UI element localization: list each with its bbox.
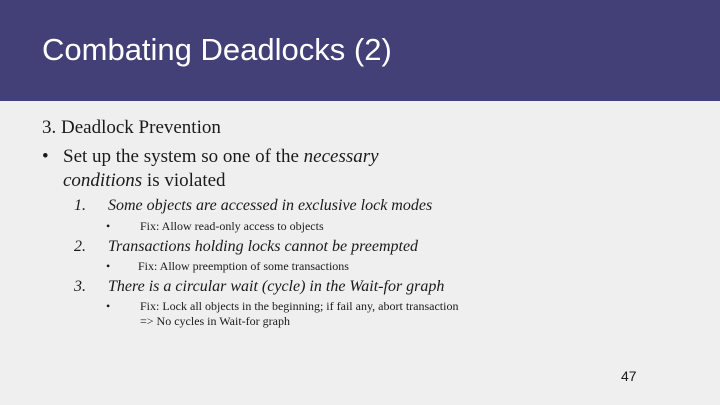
bullet-text-line2-rest: is violated [142, 170, 226, 191]
item-text: Transactions holding locks cannot be preempted [108, 238, 419, 255]
bullet-line-2 [63, 170, 226, 192]
item-number: 3. [74, 278, 86, 295]
bullet-text-line2-italic: conditions [63, 170, 143, 191]
fix-text: Fix: Allow read-only access to objects [140, 219, 324, 233]
slide-title: Combating Deadlocks (2) [42, 32, 392, 67]
sub-bullet-marker: • [106, 259, 111, 273]
title-bar [0, 0, 720, 101]
item-number: 1. [74, 197, 86, 214]
fix-text-line-2: => No cycles in Wait-for graph [140, 314, 290, 328]
fix-text: Fix: Lock all objects in the beginning; if fail any, abort transaction [140, 299, 459, 313]
section-heading: 3. Deadlock Prevention [42, 117, 221, 138]
item-text: There is a circular wait (cycle) in the Wait-for graph [108, 278, 445, 295]
sub-bullet-marker: • [106, 219, 111, 233]
item-number: 2. [74, 238, 86, 255]
bullet-marker: • [42, 146, 49, 167]
item-text: Some objects are accessed in exclusive lock modes [108, 197, 433, 214]
bullet-text-italic: necessary [303, 146, 379, 167]
sub-bullet-marker: • [106, 299, 111, 313]
page-number: 47 [621, 368, 637, 384]
bullet-text-part1: Set up the system so one of the [63, 146, 304, 167]
bullet-line-1 [63, 146, 379, 168]
fix-text: Fix: Allow preemption of some transactions [138, 259, 349, 273]
